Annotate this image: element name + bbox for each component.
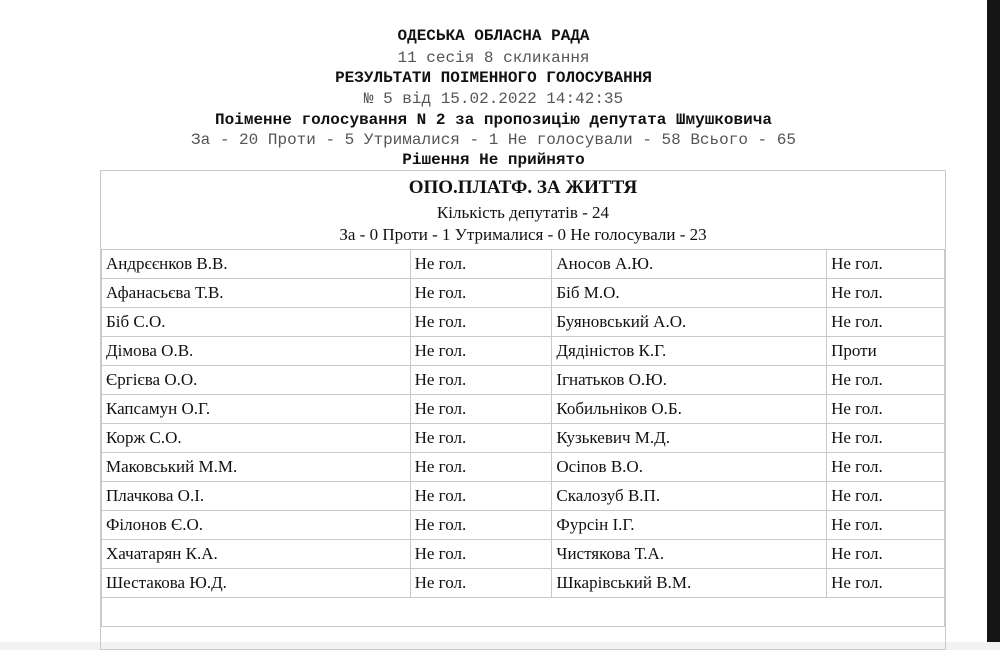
- deputy-vote: Не гол.: [410, 337, 552, 366]
- deputy-name: Осіпов В.О.: [552, 453, 827, 482]
- deputy-name: Філонов Є.О.: [102, 511, 411, 540]
- deputy-name: Хачатарян К.А.: [102, 540, 411, 569]
- deputy-name: Дімова О.В.: [102, 337, 411, 366]
- deputy-name: Фурсін І.Г.: [552, 511, 827, 540]
- table-row: [102, 308, 945, 337]
- deputy-vote: Не гол.: [827, 453, 945, 482]
- deputy-name: Корж С.О.: [102, 424, 411, 453]
- deputy-vote: Не гол.: [410, 366, 552, 395]
- deputy-name: Капсамун О.Г.: [102, 395, 411, 424]
- deputy-vote: Не гол.: [410, 453, 552, 482]
- table-row: [102, 540, 945, 569]
- party-block: [100, 170, 946, 650]
- deputy-name: Буяновський А.О.: [552, 308, 827, 337]
- vote-totals: За - 20 Проти - 5 Утрималися - 1 Не голосували - 58 Всього - 65: [191, 131, 796, 149]
- party-deputies-count: Кількість депутатів - 24: [436, 203, 610, 222]
- deputy-name: Шестакова Ю.Д.: [102, 569, 411, 598]
- deputy-vote: Не гол.: [827, 395, 945, 424]
- deputy-vote: Не гол.: [410, 308, 552, 337]
- party-name: ОПО.ПЛАТФ. ЗА ЖИТТЯ: [408, 177, 638, 198]
- deputy-vote: Не гол.: [410, 279, 552, 308]
- deputy-name: Кобильніков О.Б.: [552, 395, 827, 424]
- results-title: РЕЗУЛЬТАТИ ПОІМЕННОГО ГОЛОСУВАННЯ: [335, 69, 652, 87]
- decision: Рішення Не прийнято: [402, 151, 585, 169]
- empty-cell: [102, 598, 945, 627]
- deputy-vote: Не гол.: [410, 569, 552, 598]
- table-row-empty: [102, 598, 945, 627]
- table-row: [102, 511, 945, 540]
- deputy-vote: Проти: [827, 337, 945, 366]
- deputy-vote: Не гол.: [827, 366, 945, 395]
- table-row: [102, 569, 945, 598]
- deputy-vote: Не гол.: [827, 569, 945, 598]
- table-row: [102, 395, 945, 424]
- table-row: [102, 250, 945, 279]
- deputy-vote: Не гол.: [410, 395, 552, 424]
- deputy-name: Скалозуб В.П.: [552, 482, 827, 511]
- deputy-vote: Не гол.: [410, 250, 552, 279]
- deputy-name: Біб С.О.: [102, 308, 411, 337]
- deputy-name: Біб М.О.: [552, 279, 827, 308]
- table-row: [102, 424, 945, 453]
- deputy-vote: Не гол.: [827, 250, 945, 279]
- deputy-vote: Не гол.: [827, 424, 945, 453]
- table-row: [102, 337, 945, 366]
- deputy-name: Андрєєнков В.В.: [102, 250, 411, 279]
- session-line: 11 сесія 8 скликання: [397, 49, 590, 67]
- deputy-vote: Не гол.: [827, 511, 945, 540]
- screen-edge: [987, 0, 1000, 642]
- council-title: ОДЕСЬКА ОБЛАСНА РАДА: [397, 27, 590, 45]
- deputy-name: Ігнатьков О.Ю.: [552, 366, 827, 395]
- deputy-name: Шкарівський В.М.: [552, 569, 827, 598]
- table-row: [102, 279, 945, 308]
- deputy-vote: Не гол.: [827, 279, 945, 308]
- deputy-name: Афанасьєва Т.В.: [102, 279, 411, 308]
- party-tally: За - 0 Проти - 1 Утрималися - 0 Не голосували - 23: [339, 225, 707, 244]
- vote-subject: Поіменне голосування N 2 за пропозицію депутата Шмушковича: [215, 111, 772, 129]
- deputy-name: Маковський М.М.: [102, 453, 411, 482]
- deputy-name: Аносов А.Ю.: [552, 250, 827, 279]
- deputy-name: Кузькевич М.Д.: [552, 424, 827, 453]
- table-row: [102, 366, 945, 395]
- deputy-vote: Не гол.: [827, 540, 945, 569]
- deputy-vote: Не гол.: [827, 482, 945, 511]
- deputies-table: [101, 249, 945, 627]
- deputy-name: Чистякова Т.А.: [552, 540, 827, 569]
- deputy-name: Дядіністов К.Г.: [552, 337, 827, 366]
- deputy-vote: Не гол.: [410, 424, 552, 453]
- deputy-vote: Не гол.: [410, 482, 552, 511]
- deputy-vote: Не гол.: [827, 308, 945, 337]
- table-row: [102, 482, 945, 511]
- vote-number-date: № 5 від 15.02.2022 14:42:35: [363, 90, 624, 108]
- deputy-vote: Не гол.: [410, 511, 552, 540]
- deputy-name: Плачкова О.І.: [102, 482, 411, 511]
- deputy-vote: Не гол.: [410, 540, 552, 569]
- deputy-name: Єргієва О.О.: [102, 366, 411, 395]
- table-row: [102, 453, 945, 482]
